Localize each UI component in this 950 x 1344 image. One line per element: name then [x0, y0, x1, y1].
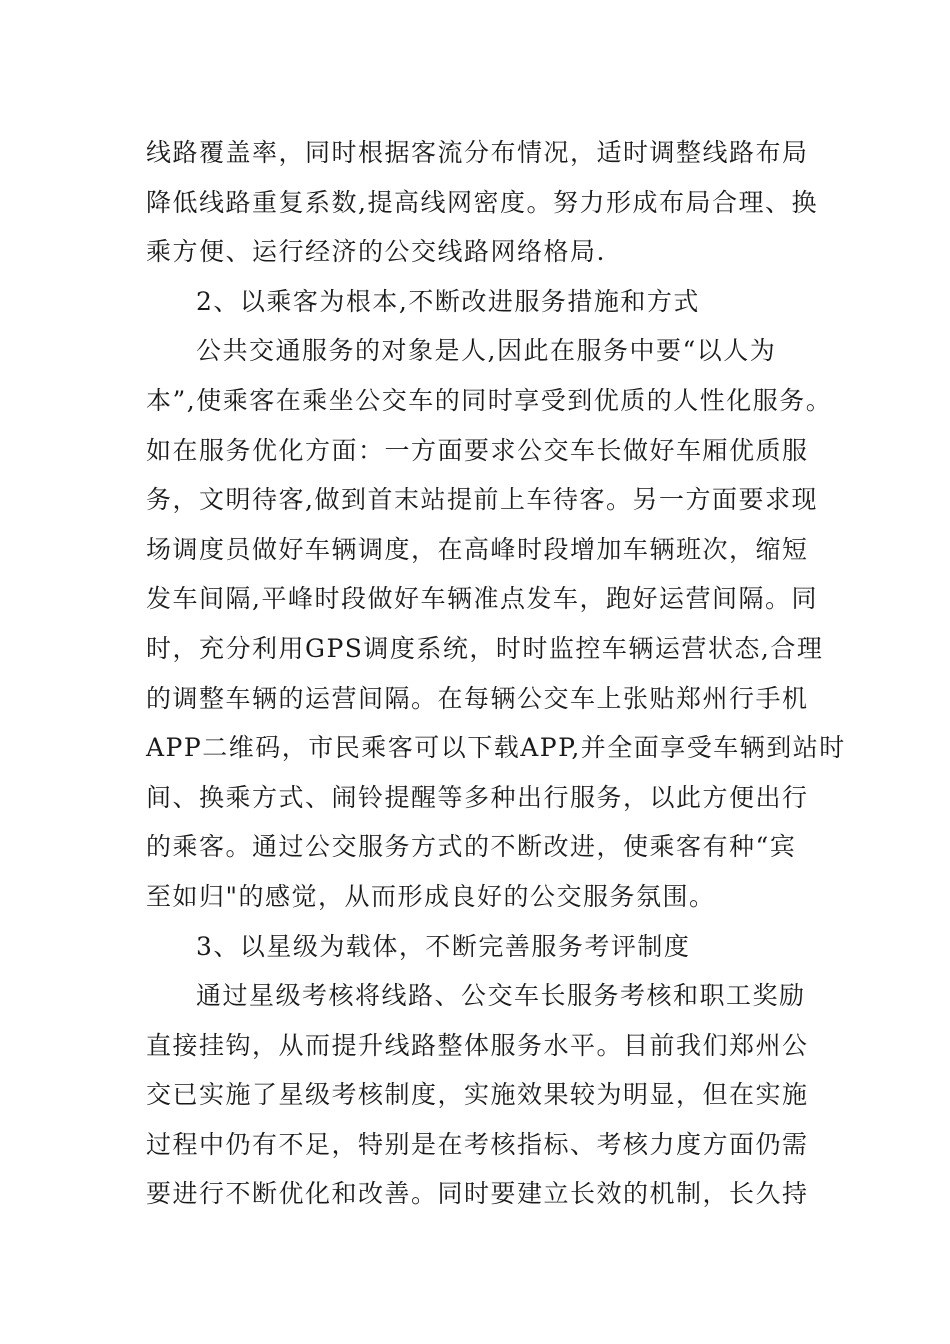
paragraph-start: 公共交通服务的对象是人,因此在服务中要“以人为 [196, 336, 777, 366]
text-line: 要进行不断优化和改善。同时要建立长效的机制，长久持 [146, 1179, 809, 1209]
text-line: 至如归"的感觉，从而形成良好的公交服务氛围。 [146, 881, 716, 911]
section-heading-2: 2、以乘客为根本,不断改进服务措施和方式 [196, 286, 700, 316]
text-line: 直接挂钩，从而提升线路整体服务水平。目前我们郑州公 [146, 1030, 809, 1060]
text-line: 时，充分利用GPS调度系统，时时监控车辆运营状态,合理 [146, 633, 824, 663]
text-line: APP二维码，市民乘客可以下载APP,并全面享受车辆到站时 [146, 733, 846, 763]
text-line: 间、换乘方式、闹铃提醒等多种出行服务，以此方便出行 [146, 782, 809, 812]
text-line: 交已实施了星级考核制度，实施效果较为明显，但在实施 [146, 1080, 809, 1110]
text-line: 过程中仍有不足，特别是在考核指标、考核力度方面仍需 [146, 1129, 809, 1159]
text-line: 线路覆盖率，同时根据客流分布情况，适时调整线路布局 [146, 138, 809, 167]
text-line: 的乘客。通过公交服务方式的不断改进，使乘客有种“宾 [146, 832, 797, 862]
text-line: 发车间隔,平峰时段做好车辆准点发车，跑好运营间隔。同 [146, 584, 818, 614]
section-heading-3: 3、以星级为载体，不断完善服务考评制度 [196, 931, 691, 961]
text-line: 如在服务优化方面：一方面要求公交车长做好车厢优质服 [146, 435, 809, 465]
text-line: 场调度员做好车辆调度，在高峰时段增加车辆班次，缩短 [146, 534, 809, 564]
paragraph-start: 通过星级考核将线路、公交车长服务考核和职工奖励 [196, 981, 806, 1011]
text-line: 乘方便、运行经济的公交线路网络格局. [146, 237, 606, 267]
body-text [146, 128, 846, 1219]
text-line: 降低线路重复系数,提高线网密度。努力形成布局合理、换 [146, 187, 818, 217]
text-line: 务，文明待客,做到首末站提前上车待客。另一方面要求现 [146, 485, 818, 515]
text-line: 本”,使乘客在乘坐公交车的同时享受到优质的人性化服务。 [146, 385, 833, 415]
text-line: 的调整车辆的运营间隔。在每辆公交车上张贴郑州行手机 [146, 683, 809, 713]
